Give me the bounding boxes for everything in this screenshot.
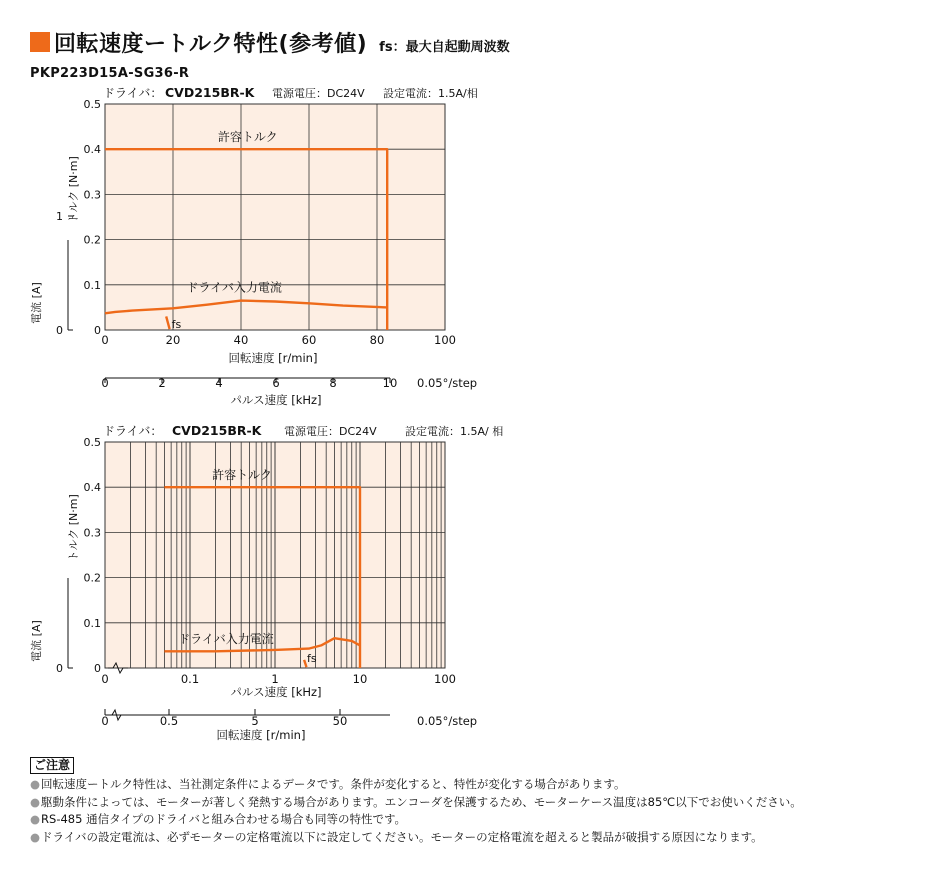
y-tick-label: 0: [94, 662, 101, 675]
driver-model: CVD215BR-K: [172, 423, 262, 438]
page-title: 回転速度ートルク特性(参考値): [54, 31, 368, 57]
torque-curve-label: 許容トルク: [212, 468, 272, 483]
torque-axis-title: トルク [N·m]: [67, 494, 80, 562]
note-item: [30, 776, 802, 794]
fs-label: fs: [171, 318, 182, 331]
y-tick-label: 0.2: [83, 571, 101, 585]
current-curve-label: ドライバ入力電流: [178, 631, 274, 646]
pulse-tick-label: 10: [382, 376, 398, 390]
pulse-axis-title: パルス速度 [kHz]: [230, 393, 322, 407]
y-tick-label: 0.1: [83, 616, 101, 630]
note-item: [30, 794, 802, 812]
note-text: RS-485 通信タイプのドライバと組み合わせる場合も同等の特性です。: [41, 812, 407, 826]
current-curve-label: ドライバ入力電流: [186, 280, 282, 295]
torque-axis-title: トルク [N·m]: [67, 156, 80, 224]
pulse-tick-label: 8: [329, 376, 337, 390]
model-number: PKP223D15A-SG36-R: [30, 66, 190, 81]
rpm-tick-label: 5: [251, 714, 259, 728]
note-text: 回転速度ートルク特性は、当社測定条件によるデータです。条件が変化すると、特性が変化する場合があります。: [41, 777, 626, 791]
x-tick-label: 0: [101, 333, 109, 347]
pulse-tick-label: 0: [101, 376, 109, 390]
y-tick-label: 0: [94, 324, 101, 337]
note-text: ドライバの設定電流は、必ずモーターの定格電流以下に設定してください。モーターの定格電流を超えると製品が破損する原因になります。: [41, 829, 763, 844]
driver-model: CVD215BR-K: [165, 85, 255, 100]
x-tick-label: 20: [165, 333, 181, 347]
y-tick-label: 0.2: [83, 233, 101, 247]
x-tick-label: 1: [271, 672, 279, 686]
x-tick-label: 40: [233, 333, 249, 347]
current-setting: 設定電流：1.5A/相: [383, 87, 478, 100]
torque-curve-label: 許容トルク: [217, 130, 278, 145]
fs-label: fs: [307, 652, 317, 665]
x-tick-label: 60: [301, 333, 317, 347]
y-tick-label: 0.3: [83, 188, 101, 202]
rpm-axis-title: 回転速度 [r/min]: [216, 728, 306, 742]
note-item: [30, 811, 802, 829]
bullet-icon: ●: [30, 812, 41, 826]
driver-label: ドライバ：: [103, 424, 163, 438]
y-tick-label: 0.5: [83, 98, 101, 111]
current-axis-title: 電流 [A]: [30, 282, 43, 324]
current-tick-label: 0: [56, 324, 63, 337]
supply-voltage: 電源電圧：DC24V: [284, 425, 377, 438]
x-axis-title: 回転速度 [r/min]: [228, 351, 318, 365]
rpm-tick-label: 0: [101, 714, 109, 728]
y-tick-label: 0.4: [83, 143, 101, 157]
bullet-icon: ●: [30, 829, 41, 844]
y-tick-label: 0.1: [83, 278, 101, 292]
current-tick-label: 0: [56, 662, 63, 675]
x-tick-label: 100: [434, 672, 456, 686]
bullet-icon: ●: [30, 794, 41, 809]
y-tick-label: 0.5: [83, 436, 101, 449]
fs-note: fs：最大自起動周波数: [379, 39, 510, 55]
step-angle-label: 0.05°/step: [417, 714, 478, 728]
rpm-tick-label: 0.5: [159, 714, 179, 728]
note-item: [30, 829, 802, 847]
current-tick-label: 1: [56, 210, 63, 223]
y-tick-label: 0.3: [83, 526, 101, 540]
x-tick-label: 80: [369, 333, 385, 347]
y-tick-label: 0.4: [83, 481, 101, 495]
axis-break-icon: [108, 710, 125, 720]
notes-heading: ご注意: [30, 757, 74, 774]
step-angle-label: 0.05°/step: [417, 376, 478, 390]
pulse-tick-label: 4: [215, 376, 223, 390]
note-text: 駆動条件によっては、モーターが著しく発熱する場合があります。エンコーダを保護するため、モーターケース温度は85℃以下でお使いください。: [41, 794, 802, 809]
x-tick-label: 10: [352, 672, 368, 686]
notes-section: [30, 757, 802, 846]
current-setting: 設定電流：1.5A/ 相: [405, 425, 504, 438]
x-axis-title: パルス速度 [kHz]: [230, 685, 322, 699]
current-axis-title: 電流 [A]: [30, 620, 43, 662]
pulse-tick-label: 6: [272, 376, 280, 390]
supply-voltage: 電源電圧：DC24V: [272, 87, 365, 100]
x-tick-label: 0: [101, 672, 109, 686]
rpm-tick-label: 50: [332, 714, 348, 728]
bullet-icon: ●: [30, 777, 41, 791]
driver-label: ドライバ：: [103, 86, 163, 100]
pulse-tick-label: 2: [158, 376, 166, 390]
x-tick-label: 0.1: [180, 672, 200, 686]
x-tick-label: 100: [434, 333, 456, 347]
